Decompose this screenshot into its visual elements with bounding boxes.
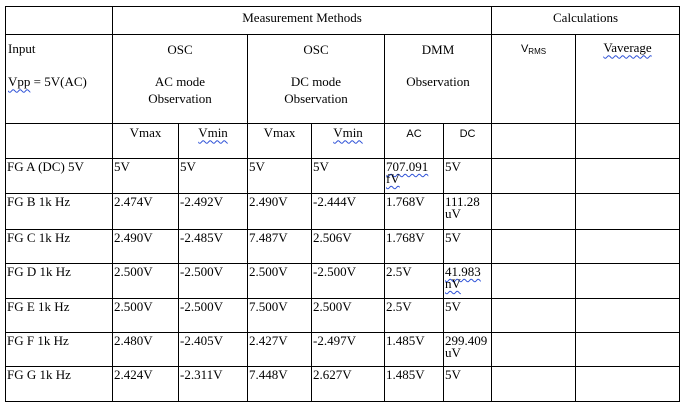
osc-ac-observation: Observation [148, 91, 212, 107]
row-vrms [492, 229, 576, 263]
row-input: FG F 1k Hz [6, 333, 113, 367]
col-dc-vmin-text: Vmin [333, 125, 363, 141]
row-dmm-dc [444, 264, 492, 298]
table-row [6, 229, 680, 263]
row-ac-vmin: -2.405V [179, 333, 248, 367]
dmm-observation: Observation [406, 74, 470, 90]
row-dmm-ac: 1.768V [385, 194, 444, 229]
col-ac-vmax: Vmax [113, 124, 179, 158]
column-label-blank [6, 124, 113, 158]
row-dmm-ac [385, 158, 444, 193]
osc-dc-mode: DC mode [290, 74, 342, 90]
row-ac-vmin: -2.311V [179, 367, 248, 402]
row-ac-vmax: 2.500V [113, 264, 179, 298]
row-ac-vmax: 2.500V [113, 298, 179, 332]
row-vaverage [576, 229, 680, 263]
table-row [6, 367, 680, 402]
table-row [6, 264, 680, 298]
row-dmm-ac: 1.485V [385, 367, 444, 402]
osc-ac-mode: AC mode [154, 74, 206, 90]
row-vrms [492, 298, 576, 332]
col-ac-vmin-text: Vmin [198, 125, 228, 141]
row-vrms [492, 264, 576, 298]
column-label-row [6, 124, 680, 158]
table-row [6, 333, 680, 367]
dmm-header-cell [385, 35, 492, 124]
row-input: FG D 1k Hz [6, 264, 113, 298]
row-dc-vmin: -2.497V [312, 333, 385, 367]
osc-ac-title: OSC [167, 42, 193, 58]
row-dmm-ac: 1.768V [385, 229, 444, 263]
row-input: FG E 1k Hz [6, 298, 113, 332]
row-input: FG A (DC) 5V [6, 158, 113, 193]
row-ac-vmax: 5V [113, 158, 179, 193]
input-header-cell [6, 35, 113, 124]
row-input: FG B 1k Hz [6, 194, 113, 229]
vrms-header-cell [492, 35, 576, 124]
table-row [6, 158, 680, 193]
vpp-label: Vpp [8, 74, 31, 90]
header-row-top [6, 7, 680, 35]
row-ac-vmax: 2.474V [113, 194, 179, 229]
row-dc-vmin: -2.444V [312, 194, 385, 229]
row-ac-vmin: -2.500V [179, 264, 248, 298]
row-dc-vmin: -2.500V [312, 264, 385, 298]
input-label: Input [8, 41, 36, 57]
row-dc-vmin: 5V [312, 158, 385, 193]
measurement-methods-header: Measurement Methods [113, 7, 492, 35]
vaverage-header-cell [576, 35, 680, 124]
row-dc-vmax: 2.500V [248, 264, 312, 298]
row-ac-vmin: 5V [179, 158, 248, 193]
header-row-sub [6, 35, 680, 124]
row-dmm-dc: 5V [444, 158, 492, 193]
row-dmm-dc: 5V [444, 229, 492, 263]
input-vpp-line [8, 74, 110, 90]
osc-dc-header-cell [248, 35, 385, 124]
row-dmm-ac-text: 707.091 fV [386, 158, 429, 186]
col-ac-vmin [179, 124, 248, 158]
osc-dc-observation: Observation [284, 91, 348, 107]
row-dmm-ac: 2.5V [385, 298, 444, 332]
col-dc-vmin [312, 124, 385, 158]
row-ac-vmin: -2.492V [179, 194, 248, 229]
row-ac-vmax: 2.490V [113, 229, 179, 263]
row-vaverage [576, 298, 680, 332]
row-ac-vmin: -2.485V [179, 229, 248, 263]
row-vaverage [576, 333, 680, 367]
col-dc-vmax: Vmax [248, 124, 312, 158]
table-row [6, 194, 680, 229]
vrms-base: V [520, 43, 529, 56]
row-dmm-dc: 5V [444, 298, 492, 332]
row-dmm-dc: 5V [444, 367, 492, 402]
vrms-subscript: RMS [528, 47, 547, 57]
header-blank-cell [6, 7, 113, 35]
table-row [6, 298, 680, 332]
row-dc-vmax: 7.487V [248, 229, 312, 263]
row-vrms [492, 158, 576, 193]
row-dc-vmax: 2.427V [248, 333, 312, 367]
row-dmm-dc-text: 41.983 nV [445, 264, 481, 292]
col-vaverage-blank [576, 124, 680, 158]
row-input: FG G 1k Hz [6, 367, 113, 402]
row-dc-vmin: 2.506V [312, 229, 385, 263]
row-input: FG C 1k Hz [6, 229, 113, 263]
vpp-value: = 5V(AC) [30, 74, 87, 90]
row-dc-vmin: 2.500V [312, 298, 385, 332]
dmm-title: DMM [421, 42, 455, 58]
row-vrms [492, 367, 576, 402]
row-vrms [492, 333, 576, 367]
calculations-header: Calculations [492, 7, 680, 35]
row-vrms [492, 194, 576, 229]
row-dc-vmax: 2.490V [248, 194, 312, 229]
col-dmm-ac: AC [385, 124, 444, 158]
row-vaverage [576, 264, 680, 298]
col-dmm-dc: DC [444, 124, 492, 158]
row-dc-vmin: 2.627V [312, 367, 385, 402]
vrms-label [521, 43, 546, 55]
row-vaverage [576, 194, 680, 229]
row-dc-vmax: 7.500V [248, 298, 312, 332]
row-dmm-ac: 1.485V [385, 333, 444, 367]
row-vaverage [576, 367, 680, 402]
row-dmm-ac: 2.5V [385, 264, 444, 298]
row-dmm-dc: 299.409 uV [444, 333, 492, 367]
osc-dc-title: OSC [303, 42, 329, 58]
col-vrms-blank [492, 124, 576, 158]
row-dmm-dc: 111.28 uV [444, 194, 492, 229]
row-dc-vmax: 7.448V [248, 367, 312, 402]
vaverage-label: Vaverage [603, 40, 652, 56]
row-vaverage [576, 158, 680, 193]
osc-ac-header-cell [113, 35, 248, 124]
row-ac-vmin: -2.500V [179, 298, 248, 332]
row-ac-vmax: 2.480V [113, 333, 179, 367]
measurement-table [5, 6, 680, 402]
row-ac-vmax: 2.424V [113, 367, 179, 402]
row-dc-vmax: 5V [248, 158, 312, 193]
measurement-table-container [5, 6, 679, 402]
